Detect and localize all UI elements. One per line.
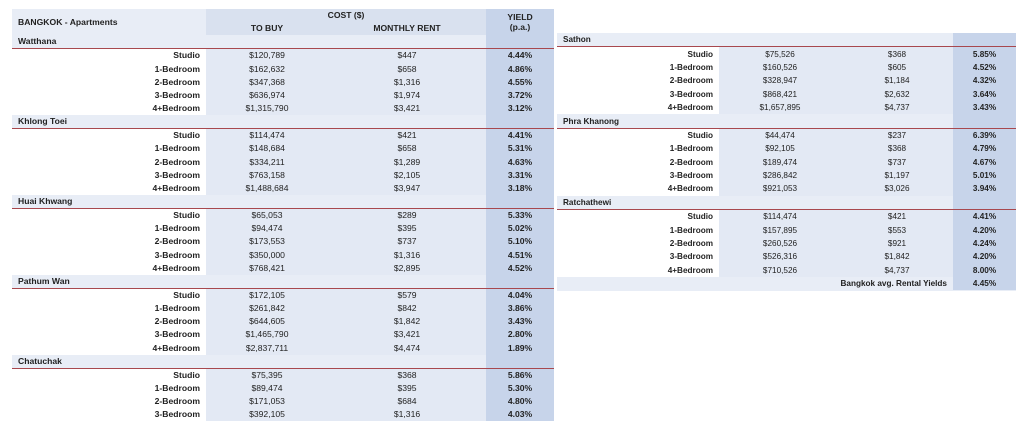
yield-cell: 3.43% — [953, 101, 1016, 114]
monthly-rent-cell: $368 — [841, 47, 953, 61]
yield-cell: 5.85% — [953, 47, 1016, 61]
unit-type-label: 1-Bedroom — [12, 382, 206, 395]
yield-cell: 4.80% — [486, 395, 554, 408]
yield-cell: 4.44% — [486, 49, 554, 63]
table-row — [557, 210, 1016, 224]
right-yield-table — [557, 33, 1016, 290]
district-header-row — [557, 114, 1016, 128]
yield-cell: 5.31% — [486, 142, 554, 155]
table-row — [12, 328, 554, 341]
to-buy-header: TO BUY — [206, 22, 328, 35]
table-row — [12, 288, 554, 302]
buy-price-cell: $65,053 — [206, 209, 328, 223]
unit-type-label: 3-Bedroom — [557, 169, 719, 182]
average-yield-value: 4.45% — [953, 277, 1016, 290]
yield-cell: 3.12% — [486, 102, 554, 115]
yield-cell: 6.39% — [953, 128, 1016, 142]
unit-type-label: 2-Bedroom — [557, 237, 719, 250]
table-row — [12, 368, 554, 382]
unit-type-label: Studio — [12, 288, 206, 302]
table-row — [557, 237, 1016, 250]
monthly-rent-cell: $2,895 — [328, 262, 486, 275]
unit-type-label: Studio — [557, 210, 719, 224]
buy-price-cell: $171,053 — [206, 395, 328, 408]
monthly-rent-cell: $1,842 — [328, 315, 486, 328]
unit-type-label: 2-Bedroom — [12, 235, 206, 248]
buy-price-cell: $75,395 — [206, 368, 328, 382]
yield-cell: 4.86% — [486, 63, 554, 76]
buy-price-cell: $763,158 — [206, 169, 328, 182]
right-table-body — [557, 33, 1016, 277]
unit-type-label: 3-Bedroom — [12, 249, 206, 262]
buy-price-cell: $114,474 — [719, 210, 841, 224]
unit-type-label: 4+Bedroom — [12, 342, 206, 355]
unit-type-label: 4+Bedroom — [557, 264, 719, 277]
monthly-rent-cell: $921 — [841, 237, 953, 250]
buy-price-cell: $162,632 — [206, 63, 328, 76]
buy-price-cell: $710,526 — [719, 264, 841, 277]
table-row — [12, 89, 554, 102]
buy-price-cell: $350,000 — [206, 249, 328, 262]
district-header-row — [12, 195, 554, 209]
unit-type-label: Studio — [12, 368, 206, 382]
unit-type-label: 3-Bedroom — [12, 169, 206, 182]
unit-type-label: 1-Bedroom — [12, 142, 206, 155]
buy-price-cell: $94,474 — [206, 222, 328, 235]
district-yield-spacer — [486, 195, 554, 209]
yield-cell: 5.01% — [953, 169, 1016, 182]
district-name: Watthana — [12, 35, 486, 49]
district-header-row — [557, 196, 1016, 210]
table-row — [12, 222, 554, 235]
buy-price-cell: $526,316 — [719, 250, 841, 263]
yield-cell: 4.52% — [953, 61, 1016, 74]
average-yield-label: Bangkok avg. Rental Yields — [557, 277, 953, 290]
monthly-rent-cell: $737 — [328, 235, 486, 248]
monthly-rent-cell: $737 — [841, 156, 953, 169]
district-name: Khlong Toei — [12, 115, 486, 129]
buy-price-cell: $120,789 — [206, 49, 328, 63]
left-table-body — [12, 35, 554, 421]
buy-price-cell: $1,488,684 — [206, 182, 328, 195]
monthly-rent-cell: $2,105 — [328, 169, 486, 182]
district-name: Pathum Wan — [12, 275, 486, 289]
unit-type-label: 3-Bedroom — [557, 250, 719, 263]
monthly-rent-cell: $4,474 — [328, 342, 486, 355]
buy-price-cell: $768,421 — [206, 262, 328, 275]
table-row — [12, 142, 554, 155]
unit-type-label: 1-Bedroom — [557, 223, 719, 236]
unit-type-label: 1-Bedroom — [12, 63, 206, 76]
table-row — [12, 262, 554, 275]
yield-cell: 3.94% — [953, 182, 1016, 195]
monthly-rent-cell: $1,842 — [841, 250, 953, 263]
district-name: Chatuchak — [12, 355, 486, 369]
unit-type-label: Studio — [12, 209, 206, 223]
yield-cell: 3.86% — [486, 302, 554, 315]
buy-price-cell: $189,474 — [719, 156, 841, 169]
unit-type-label: 2-Bedroom — [12, 76, 206, 89]
yield-cell: 3.72% — [486, 89, 554, 102]
monthly-rent-cell: $684 — [328, 395, 486, 408]
unit-type-label: 4+Bedroom — [12, 102, 206, 115]
yield-cell: 4.55% — [486, 76, 554, 89]
yield-cell: 4.63% — [486, 156, 554, 169]
yield-cell: 4.04% — [486, 288, 554, 302]
buy-price-cell: $392,105 — [206, 408, 328, 421]
table-row — [12, 249, 554, 262]
table-row — [12, 63, 554, 76]
unit-type-label: 4+Bedroom — [12, 182, 206, 195]
yield-cell: 4.20% — [953, 223, 1016, 236]
yield-cell: 4.03% — [486, 408, 554, 421]
district-yield-spacer — [953, 114, 1016, 128]
table-row — [557, 223, 1016, 236]
table-row — [12, 235, 554, 248]
table-row — [557, 74, 1016, 87]
yield-header — [486, 9, 554, 35]
buy-price-cell: $644,605 — [206, 315, 328, 328]
unit-type-label: 3-Bedroom — [557, 88, 719, 101]
buy-price-cell: $89,474 — [206, 382, 328, 395]
buy-price-cell: $921,053 — [719, 182, 841, 195]
table-row — [12, 315, 554, 328]
buy-price-cell: $114,474 — [206, 129, 328, 143]
table-row — [557, 47, 1016, 61]
monthly-rent-cell: $1,289 — [328, 156, 486, 169]
yield-cell: 4.67% — [953, 156, 1016, 169]
table-row — [557, 61, 1016, 74]
unit-type-label: Studio — [12, 129, 206, 143]
table-row — [557, 128, 1016, 142]
district-yield-spacer — [486, 355, 554, 369]
monthly-rent-cell: $3,947 — [328, 182, 486, 195]
monthly-rent-cell: $368 — [328, 368, 486, 382]
monthly-rent-cell: $3,026 — [841, 182, 953, 195]
monthly-rent-cell: $1,316 — [328, 408, 486, 421]
table-row — [12, 395, 554, 408]
unit-type-label: 1-Bedroom — [12, 222, 206, 235]
yield-cell: 4.32% — [953, 74, 1016, 87]
unit-type-label: 2-Bedroom — [557, 74, 719, 87]
buy-price-cell: $160,526 — [719, 61, 841, 74]
buy-price-cell: $44,474 — [719, 128, 841, 142]
yield-cell: 3.31% — [486, 169, 554, 182]
table-row — [12, 76, 554, 89]
monthly-rent-cell: $3,421 — [328, 102, 486, 115]
average-yield-row — [557, 277, 1016, 290]
table-row — [12, 169, 554, 182]
unit-type-label: 4+Bedroom — [557, 101, 719, 114]
unit-type-label: 2-Bedroom — [12, 315, 206, 328]
table-row — [12, 408, 554, 421]
table-row — [557, 101, 1016, 114]
district-header-row — [12, 115, 554, 129]
monthly-rent-cell: $2,632 — [841, 88, 953, 101]
buy-price-cell: $172,105 — [206, 288, 328, 302]
yield-cell: 4.52% — [486, 262, 554, 275]
district-name: Sathon — [557, 33, 953, 47]
district-yield-spacer — [486, 275, 554, 289]
buy-price-cell: $260,526 — [719, 237, 841, 250]
district-header-row — [12, 275, 554, 289]
unit-type-label: 1-Bedroom — [557, 142, 719, 155]
unit-type-label: Studio — [557, 128, 719, 142]
monthly-rent-cell: $421 — [328, 129, 486, 143]
yield-cell: 2.80% — [486, 328, 554, 341]
cost-header: COST ($) — [206, 9, 486, 22]
monthly-rent-cell: $1,316 — [328, 249, 486, 262]
table-row — [557, 156, 1016, 169]
monthly-rent-header: MONTHLY RENT — [328, 22, 486, 35]
yield-cell: 3.43% — [486, 315, 554, 328]
unit-type-label: 4+Bedroom — [12, 262, 206, 275]
table-row — [557, 182, 1016, 195]
yield-cell: 4.41% — [953, 210, 1016, 224]
district-header-row — [12, 35, 554, 49]
unit-type-label: 3-Bedroom — [12, 89, 206, 102]
unit-type-label: Studio — [12, 49, 206, 63]
table-row — [12, 382, 554, 395]
buy-price-cell: $75,526 — [719, 47, 841, 61]
table-title: BANGKOK - Apartments — [12, 9, 206, 35]
yield-cell: 4.79% — [953, 142, 1016, 155]
table-row — [557, 169, 1016, 182]
district-yield-spacer — [953, 33, 1016, 47]
monthly-rent-cell: $1,184 — [841, 74, 953, 87]
yield-cell: 4.41% — [486, 129, 554, 143]
buy-price-cell: $286,842 — [719, 169, 841, 182]
yield-cell: 8.00% — [953, 264, 1016, 277]
table-row — [12, 49, 554, 63]
district-name: Phra Khanong — [557, 114, 953, 128]
monthly-rent-cell: $289 — [328, 209, 486, 223]
monthly-rent-cell: $658 — [328, 63, 486, 76]
yield-cell: 5.10% — [486, 235, 554, 248]
buy-price-cell: $347,368 — [206, 76, 328, 89]
monthly-rent-cell: $4,737 — [841, 101, 953, 114]
monthly-rent-cell: $842 — [328, 302, 486, 315]
table-row — [12, 182, 554, 195]
unit-type-label: 2-Bedroom — [12, 156, 206, 169]
buy-price-cell: $868,421 — [719, 88, 841, 101]
table-row — [12, 302, 554, 315]
monthly-rent-cell: $4,737 — [841, 264, 953, 277]
unit-type-label: 1-Bedroom — [12, 302, 206, 315]
district-yield-spacer — [953, 196, 1016, 210]
unit-type-label: 3-Bedroom — [12, 328, 206, 341]
monthly-rent-cell: $421 — [841, 210, 953, 224]
table-row — [557, 88, 1016, 101]
unit-type-label: 1-Bedroom — [557, 61, 719, 74]
yield-cell: 1.89% — [486, 342, 554, 355]
monthly-rent-cell: $605 — [841, 61, 953, 74]
yield-cell: 3.64% — [953, 88, 1016, 101]
monthly-rent-cell: $368 — [841, 142, 953, 155]
monthly-rent-cell: $237 — [841, 128, 953, 142]
buy-price-cell: $173,553 — [206, 235, 328, 248]
district-yield-spacer — [486, 115, 554, 129]
monthly-rent-cell: $1,316 — [328, 76, 486, 89]
monthly-rent-cell: $553 — [841, 223, 953, 236]
monthly-rent-cell: $1,197 — [841, 169, 953, 182]
monthly-rent-cell: $579 — [328, 288, 486, 302]
district-name: Huai Khwang — [12, 195, 486, 209]
district-header-row — [557, 33, 1016, 47]
left-yield-table — [12, 9, 554, 421]
yield-cell: 4.20% — [953, 250, 1016, 263]
unit-type-label: 2-Bedroom — [557, 156, 719, 169]
unit-type-label: 2-Bedroom — [12, 395, 206, 408]
yield-cell: 4.51% — [486, 249, 554, 262]
yield-header-label: YIELD — [507, 12, 533, 23]
buy-price-cell: $328,947 — [719, 74, 841, 87]
monthly-rent-cell: $395 — [328, 222, 486, 235]
buy-price-cell: $261,842 — [206, 302, 328, 315]
buy-price-cell: $1,657,895 — [719, 101, 841, 114]
monthly-rent-cell: $658 — [328, 142, 486, 155]
buy-price-cell: $636,974 — [206, 89, 328, 102]
buy-price-cell: $157,895 — [719, 223, 841, 236]
buy-price-cell: $1,315,790 — [206, 102, 328, 115]
table-row — [557, 264, 1016, 277]
monthly-rent-cell: $3,421 — [328, 328, 486, 341]
table-row — [12, 342, 554, 355]
table-row — [557, 250, 1016, 263]
monthly-rent-cell: $447 — [328, 49, 486, 63]
left-yield-table-panel — [12, 9, 554, 421]
yield-cell: 5.30% — [486, 382, 554, 395]
monthly-rent-cell: $1,974 — [328, 89, 486, 102]
table-row — [557, 142, 1016, 155]
table-row — [12, 129, 554, 143]
unit-type-label: Studio — [557, 47, 719, 61]
right-yield-table-panel — [557, 33, 1016, 291]
buy-price-cell: $148,684 — [206, 142, 328, 155]
yield-cell: 5.33% — [486, 209, 554, 223]
district-name: Ratchathewi — [557, 196, 953, 210]
district-yield-spacer — [486, 35, 554, 49]
monthly-rent-cell: $395 — [328, 382, 486, 395]
table-row — [12, 209, 554, 223]
table-row — [12, 102, 554, 115]
yield-cell: 5.02% — [486, 222, 554, 235]
yield-header-sub: (p.a.) — [509, 22, 531, 33]
buy-price-cell: $92,105 — [719, 142, 841, 155]
yield-cell: 4.24% — [953, 237, 1016, 250]
buy-price-cell: $334,211 — [206, 156, 328, 169]
buy-price-cell: $2,837,711 — [206, 342, 328, 355]
yield-cell: 5.86% — [486, 368, 554, 382]
buy-price-cell: $1,465,790 — [206, 328, 328, 341]
unit-type-label: 3-Bedroom — [12, 408, 206, 421]
table-row — [12, 156, 554, 169]
yield-cell: 3.18% — [486, 182, 554, 195]
district-header-row — [12, 355, 554, 369]
unit-type-label: 4+Bedroom — [557, 182, 719, 195]
